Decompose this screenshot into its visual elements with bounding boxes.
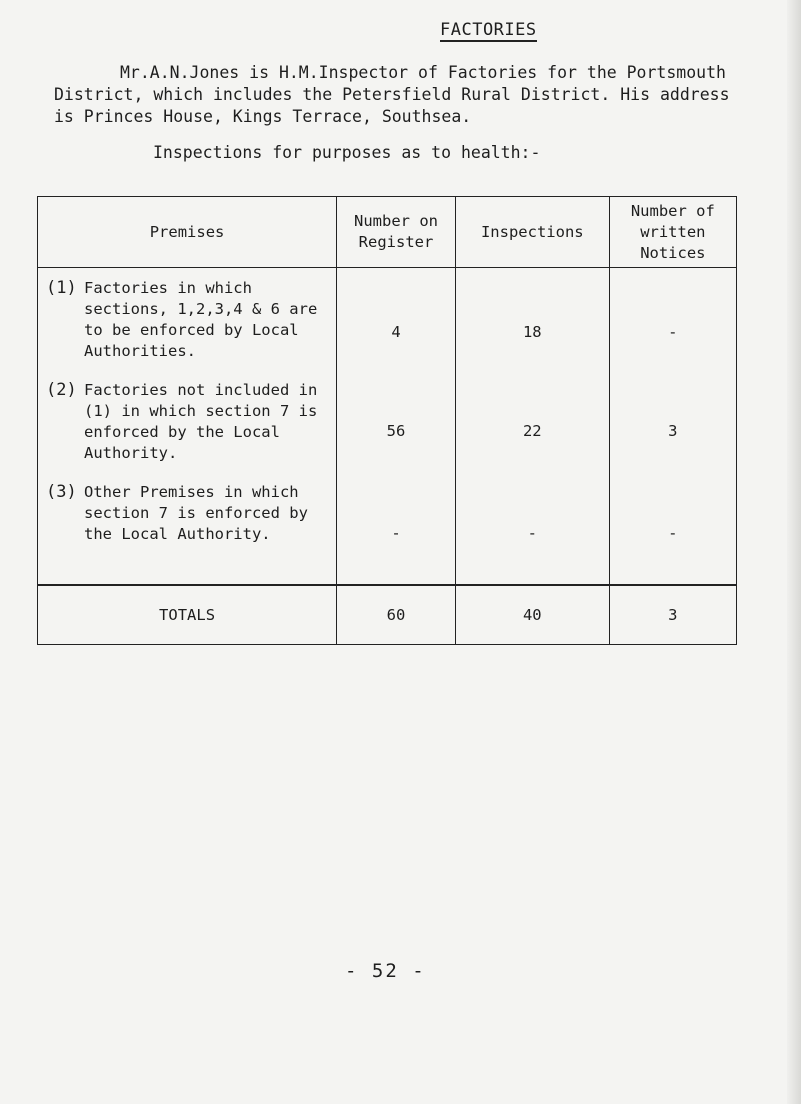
intro-paragraph	[54, 62, 754, 128]
row-number: (2)	[46, 380, 77, 400]
inspections-table	[37, 196, 737, 645]
premises-description: Factories in which sections, 1,2,3,4 & 6 are to be enforced by Local Authorities.	[84, 279, 318, 360]
notices-value: -	[668, 322, 678, 341]
table-row	[38, 278, 336, 380]
inspections-value: 18	[522, 322, 542, 341]
notices-value: -	[668, 523, 678, 542]
inspections-label: Inspections for purposes as to health:-	[153, 143, 541, 162]
inspections-column	[455, 268, 609, 586]
premises-description: Factories not included in (1) in which section 7 is enforced by the Local Authority.	[84, 381, 318, 462]
inspections-value: 22	[522, 421, 542, 440]
premises-description: Other Premises in which section 7 is enforced by the Local Authority.	[84, 483, 308, 543]
header-inspections: Inspections	[455, 197, 609, 268]
row-number: (1)	[46, 278, 77, 298]
totals-label: TOTALS	[38, 585, 337, 645]
table-header-row	[38, 197, 737, 268]
header-number-on-register: Number on Register	[337, 197, 456, 268]
intro-line-1: Mr.A.N.Jones is H.M.Inspector of Factories for the Portsmouth	[120, 63, 726, 82]
table-row	[38, 380, 336, 482]
inspections-value: -	[527, 523, 537, 542]
notices-value: 3	[668, 421, 678, 440]
page-edge-shadow	[787, 0, 801, 1104]
page-number: - 52 -	[345, 960, 426, 982]
totals-row	[38, 585, 737, 645]
page-heading: FACTORIES	[440, 20, 537, 40]
header-premises: Premises	[38, 197, 337, 268]
table-body-row	[38, 268, 737, 586]
register-column	[337, 268, 456, 586]
totals-register: 60	[337, 585, 456, 645]
register-value: 56	[386, 421, 406, 440]
register-value: -	[391, 523, 401, 542]
row-number: (3)	[46, 482, 77, 502]
intro-line-3: is Princes House, Kings Terrace, Southsea.	[54, 107, 472, 126]
header-written-notices: Number of written Notices	[609, 197, 736, 268]
intro-line-2: District, which includes the Petersfield Rural District. His address	[54, 85, 730, 104]
totals-inspections: 40	[455, 585, 609, 645]
table-row	[38, 482, 336, 584]
totals-notices: 3	[609, 585, 736, 645]
notices-column	[609, 268, 736, 586]
register-value: 4	[391, 322, 401, 341]
premises-column	[38, 268, 337, 586]
